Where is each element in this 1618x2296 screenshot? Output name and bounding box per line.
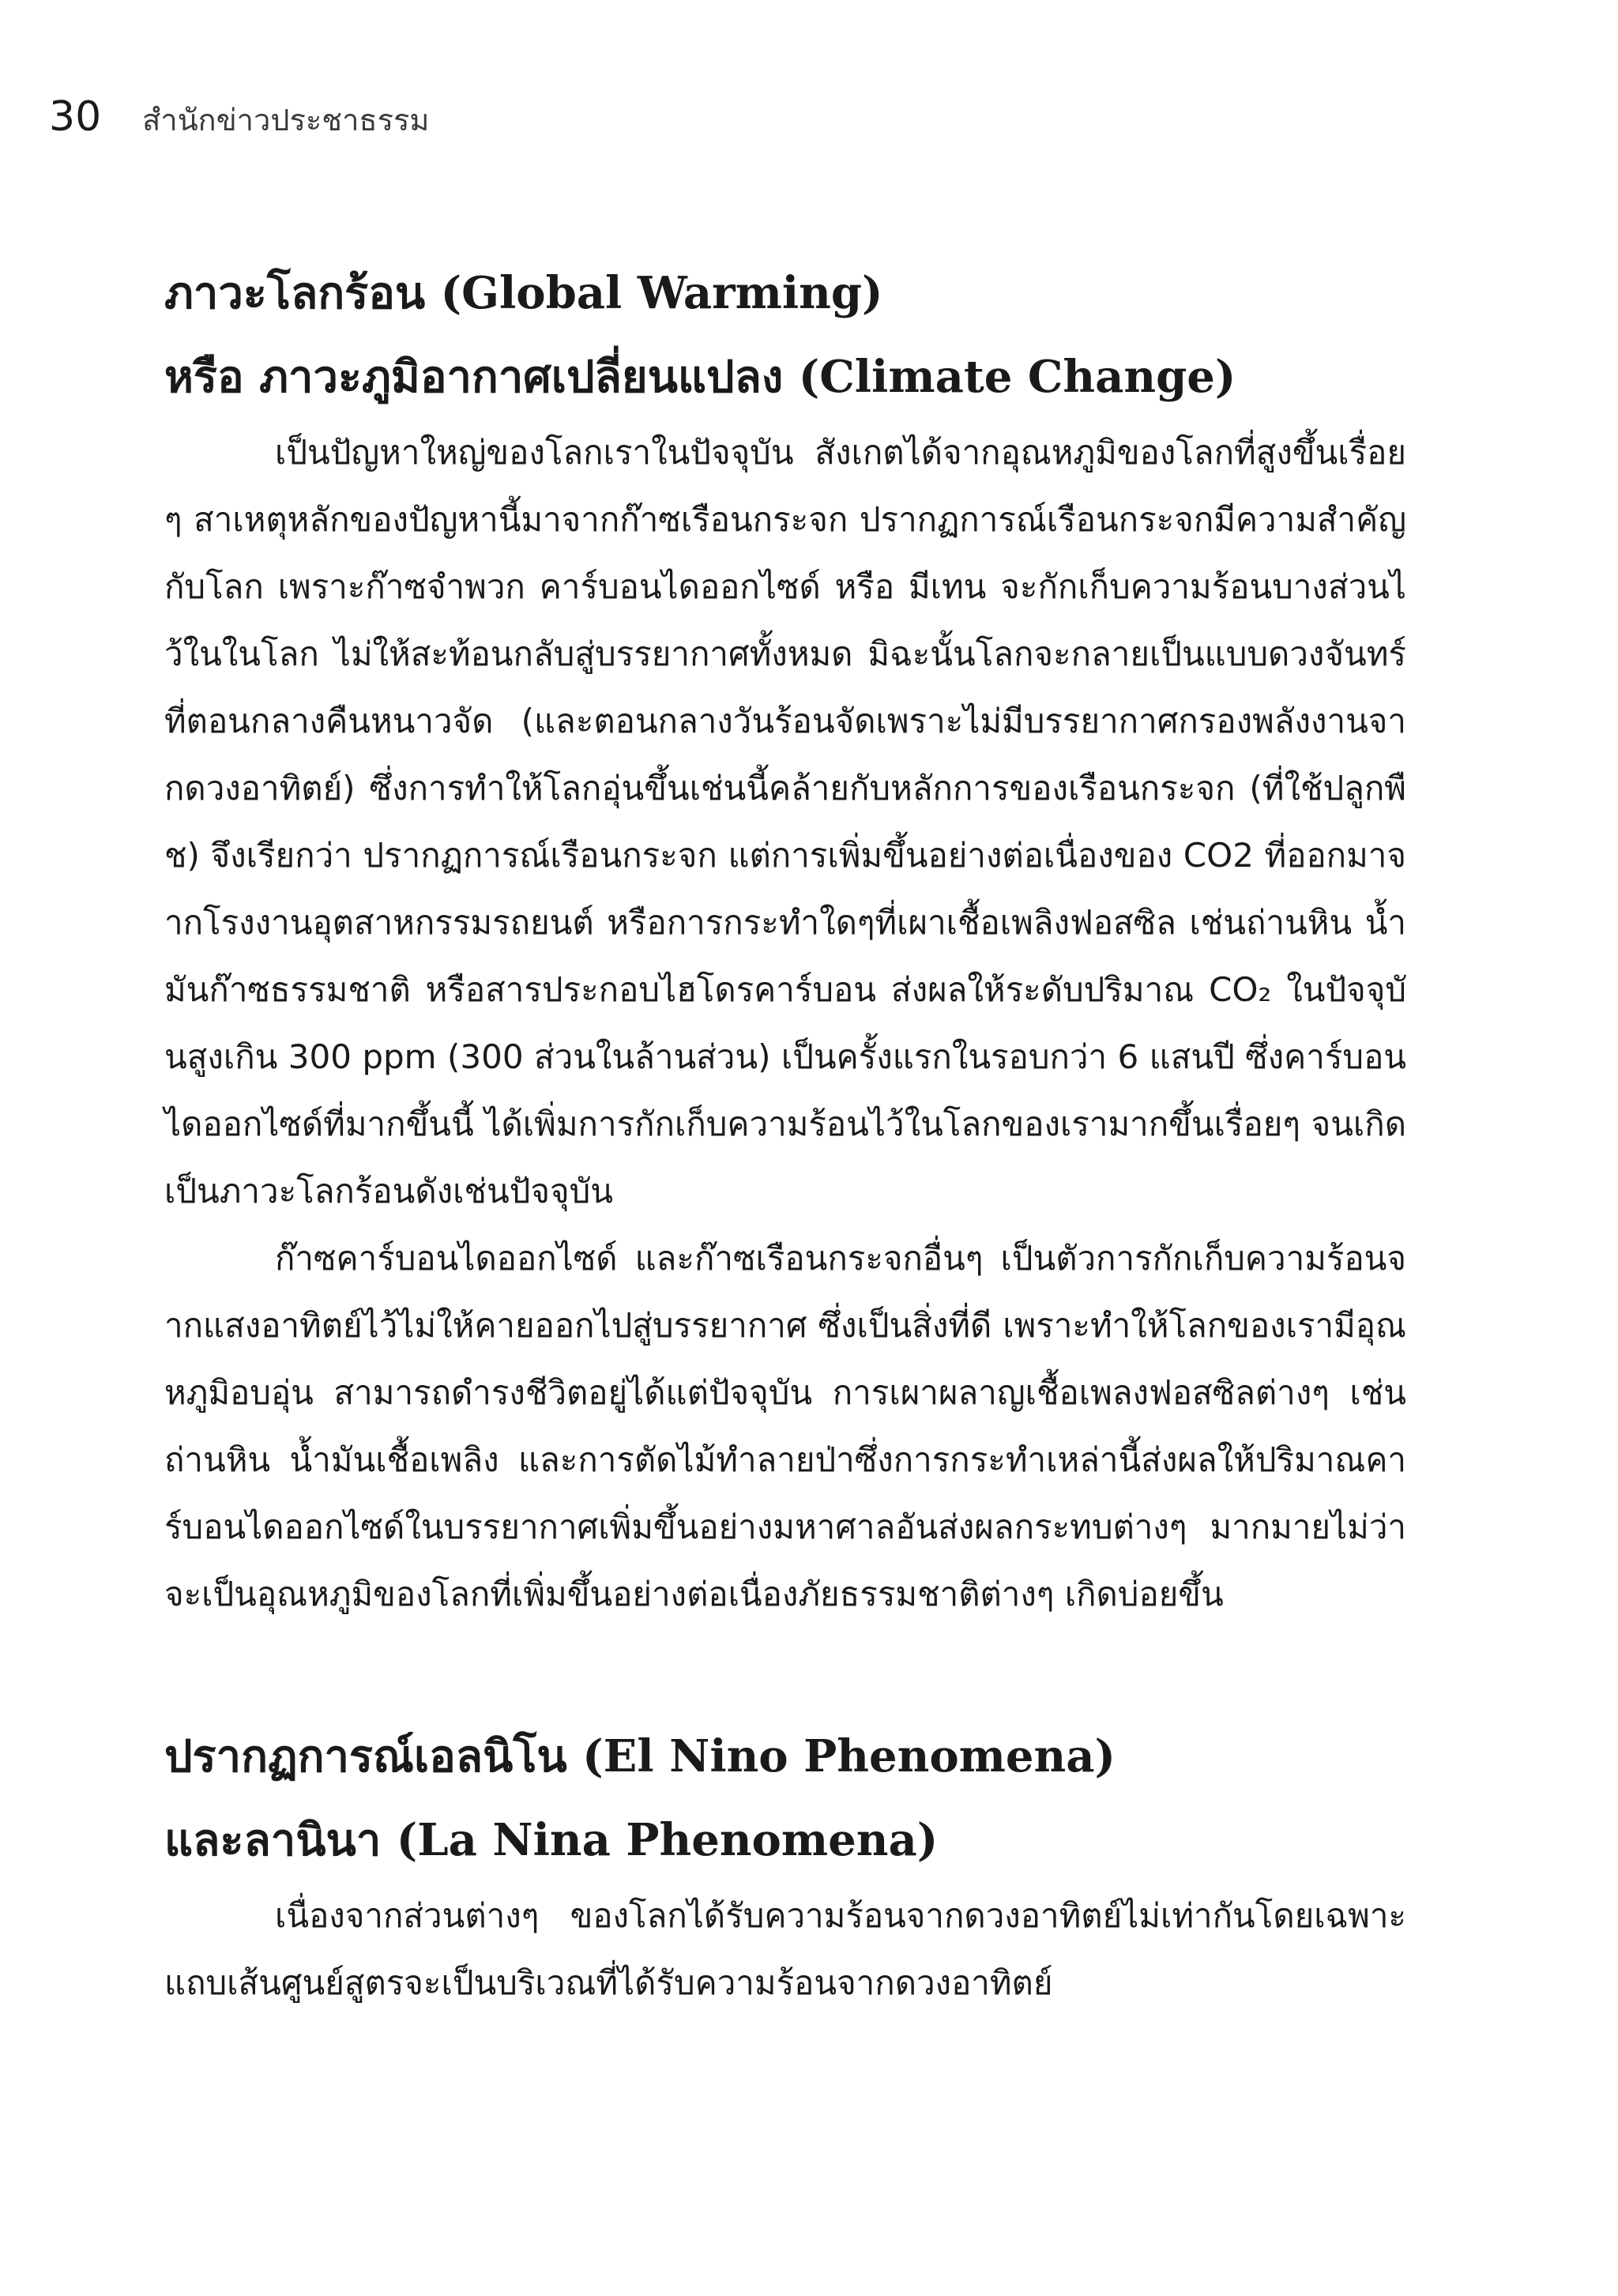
section-heading-la-nina: และลานินา (La Nina Phenomena) <box>164 1814 939 1866</box>
section-spacer <box>164 1628 1406 1714</box>
paragraph-el-nino-1: เนื่องจากส่วนต่างๆ ของโลกได้รับความร้อนจากดวงอาทิตย์ไม่เท่ากันโดยเฉพาะแถบเส้นศูนย์สูตรจะเป็นบริเวณที่ได้รับความร้อนจากดวงอาทิตย์ <box>164 1896 1406 2002</box>
running-head: สำนักข่าวประชาธรรม <box>142 103 430 137</box>
paragraph-global-warming-1: เป็นปัญหาใหญ่ของโลกเราในปัจจุบัน สังเกตได้จากอุณหภูมิของโลกที่สูงขึ้นเรื่อยๆ สาเหตุหลักของปัญหานี้มาจากก๊าซเรือนกระจก ปรากฏการณ์เรือนกระจกมีความสำคัญกับโลก เพราะก๊าซจำพวก คาร์บอนไดออกไซด์ หรือ มีเทน จะกักเก็บความร้อนบางส่วนไว้ในในโลก ไม่ให้สะท้อนกลับสู่บรรยากาศทั้งหมด มิฉะนั้นโลกจะกลายเป็นแบบดวงจันทร์ ที่ตอนกลางคืนหนาวจัด (และตอนกลางวันร้อนจัดเพราะไม่มีบรรยากาศกรองพลังงานจากดวงอาทิตย์) ซึ่งการทำให้โลกอุ่นขึ้นเช่นนี้คล้ายกับหลักการของเรือนกระจก (ที่ใช้ปลูกพืช) จึงเรียกว่า ปรากฏการณ์เรือนกระจก แต่การเพิ่มขึ้นอย่างต่อเนื่องของ CO2 ที่ออกมาจากโรงงานอุตสาหกรรมรถยนต์ หรือการกระทำใดๆที่เผาเชื้อเพลิงฟอสซิล เช่นถ่านหิน น้ำมันก๊าซธรรมชาติ หรือสารประกอบไฮโดรคาร์บอน ส่งผลให้ระดับปริมาณ CO₂ ในปัจจุบันสูงเกิน 300 ppm (300 ส่วนในล้านส่วน) เป็นครั้งแรกในรอบกว่า 6 แสนปี ซึ่งคาร์บอนไดออกไซด์ที่มากขึ้นนี้ ได้เพิ่มการกักเก็บความร้อนไว้ในโลกของเรามากขึ้นเรื่อยๆ จนเกิดเป็นภาวะโลกร้อนดังเช่นปัจจุบัน <box>164 433 1406 1210</box>
paragraph-global-warming-2: ก๊าซคาร์บอนไดออกไซด์ และก๊าซเรือนกระจกอื่นๆ เป็นตัวการกักเก็บความร้อนจากแสงอาทิตย์ไว้ไม่ให้คายออกไปสู่บรรยากาศ ซึ่งเป็นสิ่งที่ดี เพราะทำให้โลกของเรามีอุณหภูมิอบอุ่น สามารถดำรงชีวิตอยู่ได้แต่ปัจจุบัน การเผาผลาญเชื้อเพลงฟอสซิลต่างๆ เช่น ถ่านหิน น้ำมันเชื้อเพลิง และการตัดไม้ทำลายป่าซึ่งการกระทำเหล่านี้ส่งผลให้ปริมาณคาร์บอนไดออกไซด์ในบรรยากาศเพิ่มขึ้นอย่างมหาศาลอันส่งผลกระทบต่างๆ มากมายไม่ว่าจะเป็นอุณหภูมิของโลกที่เพิ่มขึ้นอย่างต่อเนื่องภัยธรรมชาติต่างๆ เกิดบ่อยขึ้น <box>164 1239 1406 1613</box>
section-heading-global-warming: ภาวะโลกร้อน (Global Warming) <box>164 267 883 319</box>
page-number: 30 <box>49 93 102 141</box>
section-heading-el-nino: ปรากฏการณ์เอลนิโน (El Nino Phenomena) <box>164 1730 1116 1782</box>
page-header <box>49 93 429 149</box>
page-content <box>164 251 1406 2016</box>
section-heading-climate-change: หรือ ภาวะภูมิอากาศเปลี่ยนแปลง (Climate Change) <box>164 351 1236 403</box>
